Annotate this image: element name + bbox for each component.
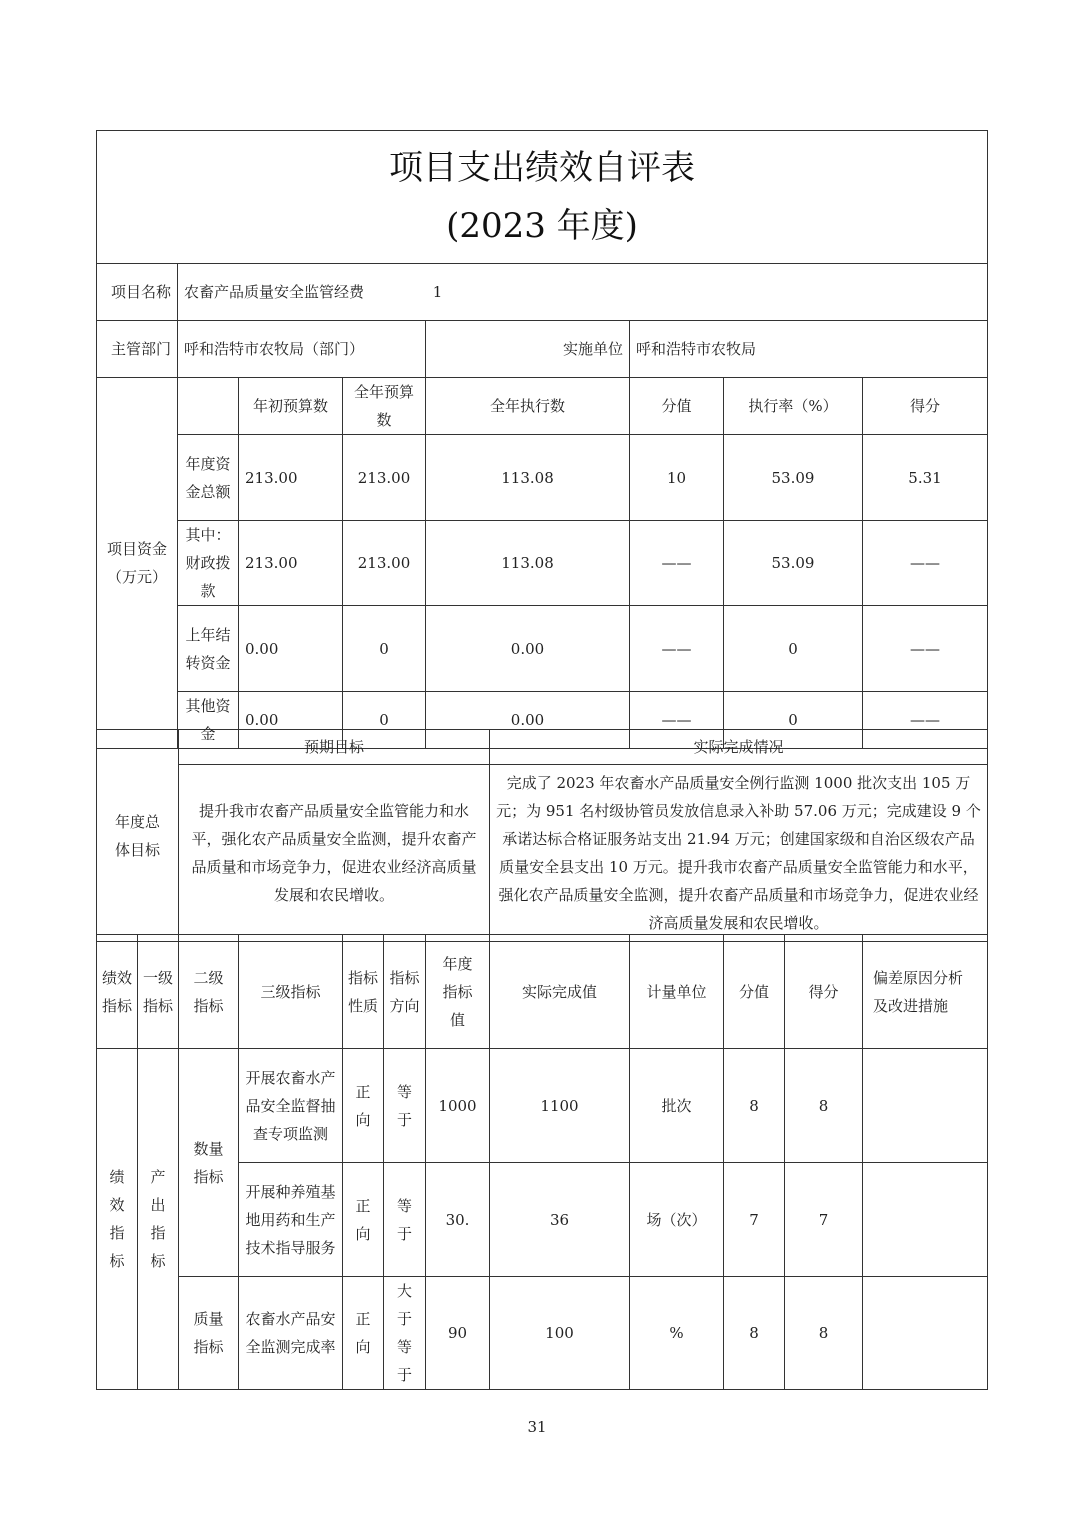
indicator-unit: 批次: [630, 1049, 724, 1163]
indicator-target: 30.: [426, 1163, 490, 1277]
funds-initial: 0.00: [239, 692, 343, 749]
funds-rate: 53.09: [724, 521, 863, 606]
indicator-nature: 正向: [343, 1163, 384, 1277]
header-nature: 指标性质: [343, 935, 384, 1049]
indicator-direction: 大于等于: [384, 1277, 426, 1390]
indicator-score: 8: [785, 1049, 863, 1163]
funds-executed: 113.08: [426, 521, 630, 606]
dept-value: 呼和浩特市农牧局（部门）: [178, 321, 426, 378]
funds-row: [97, 606, 988, 692]
funds-annual: 0: [343, 606, 426, 692]
indicator-score: 8: [785, 1277, 863, 1390]
indicator-nature: 正向: [343, 1049, 384, 1163]
funds-header-score-value: 分值: [630, 378, 724, 435]
funds-executed: 0.00: [426, 692, 630, 749]
funds-initial: 213.00: [239, 521, 343, 606]
header-unit: 计量单位: [630, 935, 724, 1049]
project-name-label: 项目名称: [97, 264, 178, 321]
funds-row-label: 其中：财政拨款: [178, 521, 239, 606]
project-name-cell: [178, 264, 988, 321]
level1-label: 产出指标: [138, 1049, 179, 1390]
expected-goals-header: 预期目标: [179, 730, 490, 765]
funds-header-rate: 执行率（%）: [724, 378, 863, 435]
page-title: 项目支出绩效自评表: [389, 148, 695, 188]
funds-score: ——: [863, 521, 988, 606]
indicator-score-value: 8: [724, 1049, 785, 1163]
funds-score: 5.31: [863, 435, 988, 521]
header-level2: 二级指标: [179, 935, 239, 1049]
indicator-row: [97, 1049, 988, 1163]
project-info-table: [96, 130, 988, 749]
funds-section-label: 项目资金（万元）: [97, 378, 178, 749]
funds-header-initial: 年初预算数: [239, 378, 343, 435]
level3-name: 开展农畜水产品安全监督抽查专项监测: [239, 1049, 343, 1163]
funds-score-value: ——: [630, 692, 724, 749]
level3-name: 农畜水产品安全监测完成率: [239, 1277, 343, 1390]
annual-goals-label: 年度总体目标: [97, 730, 179, 942]
header-target: 年度指标值: [426, 935, 490, 1049]
impl-label: 实施单位: [426, 321, 630, 378]
indicators-table: [96, 934, 988, 1390]
expected-goals-text: 提升我市农畜产品质量安全监管能力和水平，强化农产品质量安全监测，提升农畜产品质量和市场竞争力，促进农业经济高质量发展和农民增收。: [179, 765, 490, 942]
indicator-actual: 36: [490, 1163, 630, 1277]
funds-header-empty: [178, 378, 239, 435]
indicator-target: 90: [426, 1277, 490, 1390]
funds-rate: 0: [724, 692, 863, 749]
funds-row-label: 其他资金: [178, 692, 239, 749]
project-name-suffix: 1: [432, 283, 443, 301]
funds-annual: 0: [343, 692, 426, 749]
indicator-direction: 等于: [384, 1049, 426, 1163]
funds-score: ——: [863, 606, 988, 692]
header-score-value: 分值: [724, 935, 785, 1049]
funds-annual: 213.00: [343, 435, 426, 521]
header-actual: 实际完成值: [490, 935, 630, 1049]
funds-header-annual: 全年预算数: [343, 378, 426, 435]
funds-initial: 0.00: [239, 606, 343, 692]
funds-row-label: 上年结转资金: [178, 606, 239, 692]
funds-score-value: 10: [630, 435, 724, 521]
header-deviation: 偏差原因分析及改进措施: [863, 935, 988, 1049]
header-score: 得分: [785, 935, 863, 1049]
funds-executed: 113.08: [426, 435, 630, 521]
level3-name: 开展种养殖基地用药和生产技术指导服务: [239, 1163, 343, 1277]
level2-quantity: 数量指标: [179, 1049, 239, 1277]
project-name-value: 农畜产品质量安全监管经费: [184, 283, 365, 301]
level2-quality: 质量指标: [179, 1277, 239, 1390]
indicator-target: 1000: [426, 1049, 490, 1163]
indicator-unit: %: [630, 1277, 724, 1390]
funds-header-executed: 全年执行数: [426, 378, 630, 435]
funds-row-label: 年度资金总额: [178, 435, 239, 521]
indicator-actual: 1100: [490, 1049, 630, 1163]
indicator-direction: 等于: [384, 1163, 426, 1277]
funds-rate: 53.09: [724, 435, 863, 521]
indicator-unit: 场（次）: [630, 1163, 724, 1277]
indicator-score: 7: [785, 1163, 863, 1277]
actual-goals-header: 实际完成情况: [490, 730, 988, 765]
funds-initial: 213.00: [239, 435, 343, 521]
perf-label: 绩效指标: [97, 1049, 138, 1390]
indicator-nature: 正向: [343, 1277, 384, 1390]
funds-score-value: ——: [630, 606, 724, 692]
indicators-header-row: [97, 935, 988, 1049]
header-level1: 一级指标: [138, 935, 179, 1049]
title-cell: [97, 131, 988, 264]
funds-row: [97, 521, 988, 606]
dept-label: 主管部门: [97, 321, 178, 378]
annual-goals-table: [96, 729, 988, 942]
funds-executed: 0.00: [426, 606, 630, 692]
funds-score: ——: [863, 692, 988, 749]
indicator-actual: 100: [490, 1277, 630, 1390]
indicator-deviation: [863, 1277, 988, 1390]
indicator-score-value: 8: [724, 1277, 785, 1390]
funds-row: [97, 435, 988, 521]
indicator-row: [97, 1277, 988, 1390]
page-number: 31: [527, 1418, 547, 1436]
page-subtitle: (2023 年度): [446, 206, 638, 246]
funds-rate: 0: [724, 606, 863, 692]
header-level3: 三级指标: [239, 935, 343, 1049]
funds-annual: 213.00: [343, 521, 426, 606]
indicator-deviation: [863, 1049, 988, 1163]
header-perf: 绩效指标: [97, 935, 138, 1049]
header-direction: 指标方向: [384, 935, 426, 1049]
indicator-score-value: 7: [724, 1163, 785, 1277]
funds-score-value: ——: [630, 521, 724, 606]
impl-value: 呼和浩特市农牧局: [630, 321, 988, 378]
funds-header-score: 得分: [863, 378, 988, 435]
indicator-deviation: [863, 1163, 988, 1277]
actual-goals-text: 完成了 2023 年农畜水产品质量安全例行监测 1000 批次支出 105 万元；为 951 名村级协管员发放信息录入补助 57.06 万元；完成建设 9 个承诺达标合格证服务站支出 21.94 万元；创建国家级和自治区级农产品质量安全县支出 10 万元。提升我市农畜产品质量安全监管能力和水平，强化农产品质量安全监测，提升农畜产品质量和市场竞争力，促进农业经济高质量发展和农民增收。: [490, 765, 988, 942]
